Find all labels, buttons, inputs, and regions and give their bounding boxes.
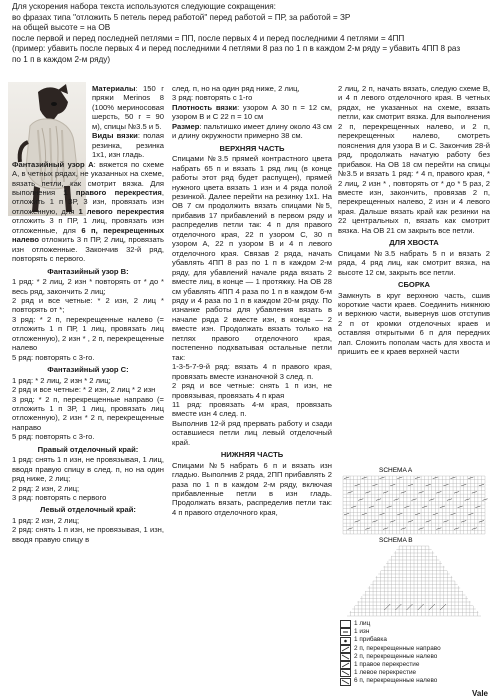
- paragraph: [12, 376, 164, 385]
- legend-label: 2 п, перекрещенные направо: [354, 644, 441, 652]
- scheme-a-grid: [343, 476, 488, 534]
- text-run: 1 ряд: * 2 лиц, 2 изн * повторять от * до * весь ряд, закончить 2 лиц;: [12, 277, 164, 296]
- text-run: 3 ряд: повторять с первого: [12, 493, 107, 503]
- header-line: на общей высоте = на ОВ: [12, 23, 111, 33]
- legend-item: [340, 645, 490, 653]
- legend-label: 1 левое перекрестие: [354, 669, 417, 677]
- header-line: по 1 п в каждом 2-м ряду): [12, 54, 111, 64]
- paragraph: [12, 395, 164, 433]
- dash-icon: [340, 628, 351, 636]
- text-run: 1-3-5-7-9-й ряд: вязать 4 п правого края, провязать вместе изнаночной 3 след. п.: [172, 362, 332, 381]
- text-run: Выполнив 12-й ряд прервать работу и сзади оставшиеся петли лиц левый отделочный край.: [172, 418, 332, 447]
- text-run: 2 ряд: 2 изн, 2 лиц;: [12, 483, 80, 493]
- text-run: , отложить 1 п ЗР, 3 изн, провязать изн отложенную, для: [12, 187, 164, 216]
- section-title: ВЕРХНЯЯ ЧАСТЬ: [219, 143, 285, 153]
- legend-item: [340, 669, 490, 677]
- section-title: Фантазийный узор В:: [47, 266, 129, 276]
- paragraph: [172, 461, 332, 518]
- bold-term: 1 правого перекрестия: [63, 187, 162, 197]
- text-run: : узором А 30 п = 12 см, узором В и С 22 п = 10 см: [172, 102, 332, 122]
- text-run: Спицами №5 набрать 6 п и вязать изн гладью. Выполнив 2 ряда, 2ПП прибавлять 2 раза по 1 п в каждом 2-м ряду, включая прибавленные петли в изн гладь. Продолжать вязать, распределив петли так: 4 п правого отделочного края,: [172, 460, 332, 517]
- paragraph: [12, 525, 164, 544]
- bold-term: Плотность вязки: [172, 102, 238, 112]
- text-run: : пальтишко имеет длину около 43 см и длину окружности примерно 38 см.: [172, 121, 332, 141]
- paragraph: [172, 154, 332, 362]
- text-run: : 150 г пряжи Merinos 8 (100% мериносовая шерсть, 50 г = 90 м), спицы №3.5 и 5.: [92, 84, 164, 131]
- paragraph: [12, 353, 164, 362]
- section-title: СБОРКА: [397, 280, 431, 290]
- knitting-schemes: [339, 464, 489, 622]
- paragraph: [172, 122, 332, 141]
- paragraph: [338, 291, 490, 357]
- paragraph: [172, 400, 332, 419]
- paragraph: [12, 277, 164, 296]
- paragraph: [172, 381, 332, 400]
- text-run: 2 лиц, 2 п, начать вязать, следую схеме В, и 4 п левого отделочного края. В четных рядах, не указанных на схеме, вязать петли, как смотрит вязка. Для выполнения 2 п, перекрещенных налево, и 2 п, перекрещенных налево, смотреть пояснения для узора В и С. Закончив 28-й ряд, продолжать начатую работу без прибавок. На ОВ 18 см перейти на спицы №3.5 и вязать 1 ряд: * 4 п, правого края, * 2 лиц, 2 изн * , повторять от * до * 5 раз, 2 вместе изн, закончить, провязав 2 п, перекрещенных налево, 2 изн и 4 левого края. Дальше вязать край как резинки на 22 центральных п, вязать как смотрит вязка. На ОВ 21 см закрыть все петли.: [338, 84, 490, 235]
- legend-item: [340, 620, 490, 628]
- legend-item: [340, 636, 490, 644]
- legend-label: 6 п, перекрещенные налево: [354, 677, 438, 685]
- header-line: Для ускорения набора текста используются следующие сокращения:: [12, 2, 276, 11]
- text-run: след. п, но на один ряд ниже, 2 лиц,: [172, 84, 300, 93]
- text-run: 2 ряд и все четные: * 2 изн, 2 лиц * 2 изн: [12, 385, 156, 395]
- text-run: 11 ряд: провязать 4-м края, провязать вместе изн 4 след. п.: [172, 399, 332, 419]
- bold-term: Размер: [172, 121, 200, 131]
- paragraph: [12, 484, 164, 493]
- text-run: Спицами №3.5 набрать 5 п и вязать 2 ряда, 4 ряд лиц, как смотрит вязка, на высоте 12 см, закрыть все петли.: [338, 248, 490, 277]
- text-run: : вяжется по схеме А, в четных рядах, не указанных на схеме, вязать петли, как смотрит вязка. Для выполнения: [12, 159, 164, 197]
- scheme-legend: [340, 620, 490, 686]
- text-run: 1 ряд: * 2 лиц, 2 изн * 2 лиц;: [12, 375, 111, 385]
- scheme-a-label: SCHEMA A: [379, 467, 413, 474]
- dot-icon: [340, 637, 351, 645]
- legend-item: [340, 661, 490, 669]
- abbreviations-header: [12, 2, 488, 66]
- cross-right-icon: [340, 645, 351, 653]
- text-run: 2 ряд и все четные: снять 1 п изн, не провязывая, провязать 4 п края: [172, 381, 332, 400]
- section-title: ДЛЯ ХВОСТА: [389, 238, 439, 248]
- bold-term: 6 п, перекрещенных налево: [12, 225, 164, 245]
- bold-term: Фантазийный узор А: [12, 159, 94, 169]
- text-run: отложить 3 п ПР, 2 лиц, провязать изн отложенные. Закончив 32-й ряд, повторять с первого.: [12, 235, 164, 264]
- paragraph: [172, 103, 332, 122]
- legend-item: [340, 653, 490, 661]
- text-run: 3 ряд: * 2 п, перекрещенные направо (= отложить 1 п ЗР, 1 лиц, провязать лиц отложенную), 2 изн * 2 п, перекрещенные направо: [12, 394, 164, 432]
- section-title: НИЖНЯЯ ЧАСТЬ: [220, 450, 284, 460]
- cross-left-icon: [340, 669, 351, 677]
- empty-icon: [340, 620, 351, 628]
- legend-label: 1 прибавка: [354, 636, 387, 644]
- paragraph: [338, 249, 490, 277]
- header-line: после первой и перед последней петлями = ПП, после первых 4 и перед последними 4 петлями = 4ПП: [12, 33, 405, 43]
- section-title: Фантазийный узор С:: [47, 365, 129, 375]
- cross-left-icon: [340, 653, 351, 661]
- header-line: во фразах типа "отложить 5 петель перед работой" перед работой = ПР, за работой = ЗР: [12, 12, 351, 22]
- column-middle: [172, 84, 332, 517]
- brand-mark: Vale: [471, 689, 488, 698]
- section-title: Левый отделочный край:: [40, 505, 136, 515]
- paragraph: [92, 131, 164, 159]
- legend-label: 1 изн: [354, 628, 370, 636]
- bold-term: Виды вязки: [92, 131, 138, 141]
- legend-label: 1 правое перекрестие: [354, 661, 420, 669]
- paragraph: [12, 516, 164, 525]
- paragraph: [338, 84, 490, 235]
- paragraph: [12, 493, 164, 502]
- paragraph: [172, 419, 332, 447]
- paragraph: [12, 315, 164, 353]
- text-run: Спицами №3.5 прямей контрастного цвета набрать 65 п и вязать 1 ряд лиц (в конце работы этот ряд будет распущен), прямей нужного цвета вязать 1 изн и 4 ряда полой резинкой. Далее перейти на резинку 1x1. На ОВ 7 см продолжить вязать спицами №5, прибавив 17 прибавлений в первом ряду и распределив петли так: 4 п для правого отделочного края, 22 п узором С, 30 п узором А, 22 п узором В и 4 п левого отделочного края. Связав 2 ряда, начать убавлять 4ПП 8 раз по 1 п в каждом 2-м ряду, для убавлений начале ряда вязать 2 вместе лиц, в конце — 1 протяжку. На ОВ 28 см убавлять 4ПП 4 раза по 1 п в каждом 6-м ряду и 4 раза по 1 п в каждом 20-м ряду. По изнанке работы для убавления вязать в начале ряда 2 вместе изн, в конце — 2 вместе изн. Продолжать вязать только на петлях правого отделочного края, постепенно подхватывая остальные петли так:: [172, 154, 332, 362]
- section-title: Правый отделочный край:: [37, 444, 139, 454]
- header-line: (пример: убавить после первых 4 и перед последними 4 петлями 8 раз по 1 п в каждом 2-м ряду = убавить 4ПП 8 раз: [12, 44, 461, 54]
- paragraph: [172, 362, 332, 381]
- text-run: 3 ряд: повторять с 1-го: [172, 93, 253, 103]
- paragraph: [172, 93, 332, 102]
- bold-term: 1 левого перекрестия: [78, 206, 164, 216]
- cross-right-icon: [340, 661, 351, 669]
- legend-item: [340, 677, 490, 685]
- cross-left-icon: [340, 678, 351, 686]
- scheme-b-label: SCHEMA B: [379, 537, 413, 544]
- legend-label: 2 п, перекрещенные налево: [354, 652, 438, 660]
- text-run: 2 ряд: снять 1 п изн, не провязывая, 1 изн, вводя правую спицу в: [12, 525, 164, 544]
- text-run: 5 ряд: повторять с 3-го.: [12, 432, 95, 442]
- paragraph: [172, 84, 332, 93]
- column-right: [338, 84, 490, 357]
- paragraph: [92, 84, 164, 131]
- paragraph: [12, 296, 164, 315]
- text-run: 1 ряд: снять 1 п изн, не провязывая, 1 лиц, вводя правую спицу в след. п, но на один ряд ниже, 2 лиц;: [12, 455, 164, 484]
- paragraph: [12, 385, 164, 394]
- text-run: 3 ряд: * 2 п, перекрещенные налево (= отложить 1 п ПР, 1 лиц, провязать лиц отложенную), 2 изн * , 2 п, перекрещенные налево: [12, 314, 164, 353]
- scheme-b-grid: [347, 546, 481, 616]
- text-run: отложить 3 п ПР, 1 лиц, провязать изн отложенные, для: [12, 216, 164, 235]
- text-run: Замкнуть в круг верхнюю часть, сшив короткие части краев. Соединить нижнюю и верхнюю части, вывернув шов отступив 2 п от кромки отделочных краев и оставляя открытыми 6 п для передних лап. Сложить пополам часть для хвоста и пришить ее к краев верхней части: [338, 290, 490, 357]
- paragraph: [12, 432, 164, 441]
- text-run: 5 ряд: повторять с 3-го.: [12, 352, 95, 362]
- text-run: 2 ряд и все четные: * 2 изн, 2 лиц * повторять от *;: [12, 295, 164, 315]
- text-run: 1 ряд: 2 изн, 2 лиц;: [12, 515, 80, 525]
- column-left: [12, 84, 164, 544]
- bold-term: Материалы: [92, 84, 136, 93]
- legend-label: 1 лиц: [354, 620, 371, 627]
- text-run: : полая резинка, резинка 1x1, изн гладь.: [92, 131, 164, 160]
- paragraph: [12, 455, 164, 483]
- paragraph: [12, 160, 164, 264]
